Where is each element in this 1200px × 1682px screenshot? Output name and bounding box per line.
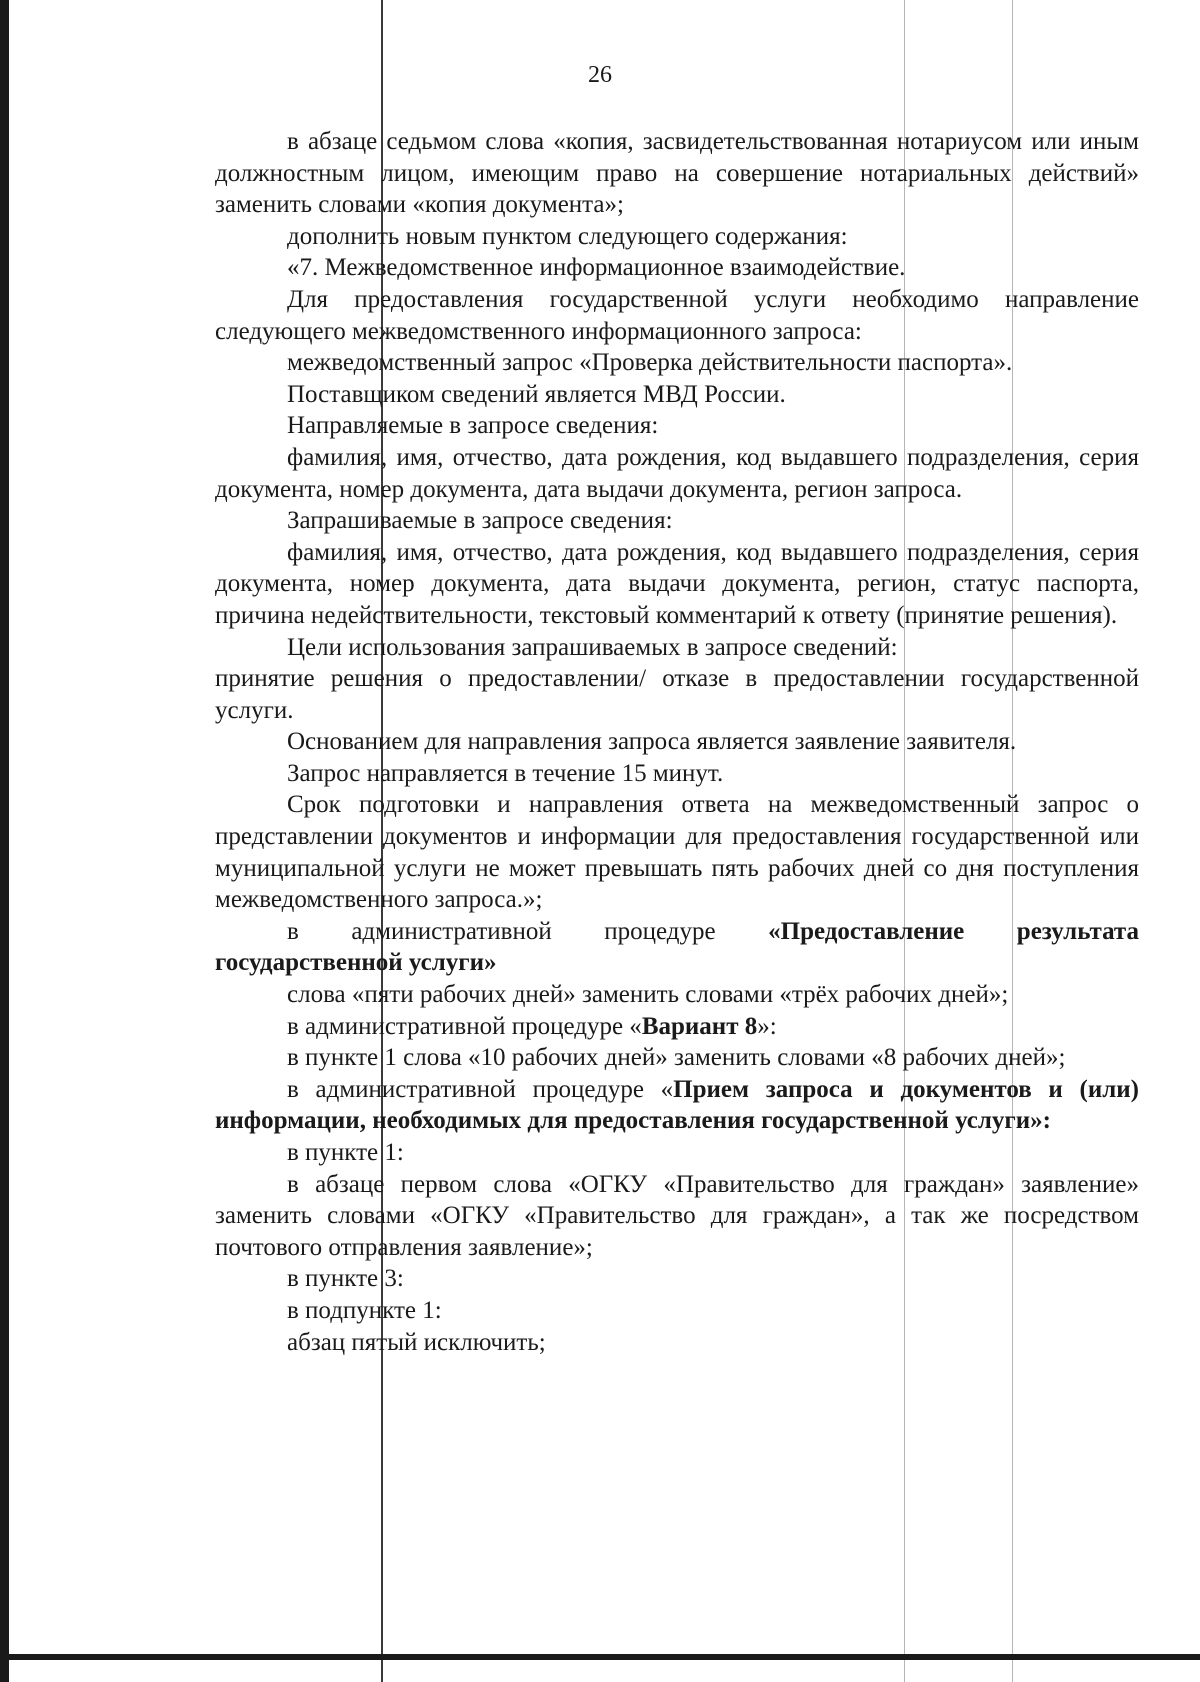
paragraph: Запрашиваемые в запросе сведения:	[287, 507, 673, 535]
text-run: в административной процедуре «	[287, 1012, 642, 1040]
paragraph: принятие решения о предоставлении/ отказе в предоставлении государственной услуги.	[215, 665, 1139, 724]
text-run: »:	[757, 1012, 777, 1040]
document-body	[215, 126, 1139, 1358]
page-number: 26	[588, 62, 612, 88]
paragraph-mixed	[215, 1074, 1139, 1137]
paragraph: в пункте 1:	[287, 1139, 404, 1166]
paragraph: Запрос направляется в течение 15 минут.	[287, 759, 724, 787]
paragraph: Срок подготовки и направления ответа на межведомственный запрос о представлении документов и информации для предоставления государственной или муниципальной услуги не может превышать пять рабочих дней со дня поступления межведомственного запроса.»;	[215, 791, 1139, 914]
paragraph: дополнить новым пунктом следующего содержания:	[287, 222, 848, 250]
paragraph: межведомственный запрос «Проверка действительности паспорта».	[287, 349, 1013, 377]
scan-border-left	[0, 0, 9, 1682]
paragraph: в абзаце первом слова «ОГКУ «Правительство для граждан» заявление» заменить словами «ОГКУ «Правительство для граждан», а так же посредством почтового отправления заявление»;	[215, 1170, 1139, 1261]
paragraph: в пункте 3:	[287, 1265, 404, 1293]
paragraph: Для предоставления государственной услуги необходимо направление следующего межведомственного информационного запроса:	[215, 285, 1139, 345]
paragraph-mixed	[215, 1011, 1139, 1043]
paragraph: Направляемые в запросе сведения:	[287, 412, 659, 440]
paragraph: в подпункте 1:	[287, 1296, 442, 1324]
bold-run: Прием запроса и документов и (или) информации, необходимых для предоставления государственной услуги»:	[215, 1075, 1140, 1135]
paragraph: слова «пяти рабочих дней» заменить словами «трёх рабочих дней»;	[287, 981, 1009, 1009]
paragraph: фамилия, имя, отчество, дата рождения, код выдавшего подразделения, серия документа, номер документа, дата выдачи документа, регион запроса.	[215, 443, 1139, 503]
text-run: в административной процедуре	[287, 917, 769, 945]
paragraph-mixed	[215, 916, 1139, 979]
paragraph: в абзаце седьмом слова «копия, засвидетельствованная нотариусом или иным должностным лицом, имеющим право на совершение нотариальных действий» заменить словами «копия документа»;	[215, 128, 1139, 219]
paragraph: фамилия, имя, отчество, дата рождения, код выдавшего подразделения, серия документа, номер документа, дата выдачи документа, регион, статус паспорта, причина недействительности, текстовый комментарий к ответу (принятие решения).	[215, 538, 1139, 629]
paragraph: Поставщиком сведений является МВД России.	[287, 380, 786, 408]
paragraph: «7. Межведомственное информационное взаимодействие.	[287, 254, 906, 282]
paragraph: Цели использования запрашиваемых в запросе сведений:	[287, 633, 898, 661]
paragraph: абзац пятый исключить;	[287, 1328, 546, 1356]
paragraph: в пункте 1 слова «10 рабочих дней» заменить словами «8 рабочих дней»;	[287, 1044, 1066, 1072]
text-run: в административной процедуре «	[287, 1075, 674, 1103]
scan-border-bottom	[9, 1654, 1200, 1660]
paragraph: Основанием для направления запроса является заявление заявителя.	[287, 728, 1017, 756]
bold-run: Вариант 8	[641, 1012, 758, 1040]
bold-run: «Предоставление результата государственной услуги»	[215, 917, 1140, 977]
